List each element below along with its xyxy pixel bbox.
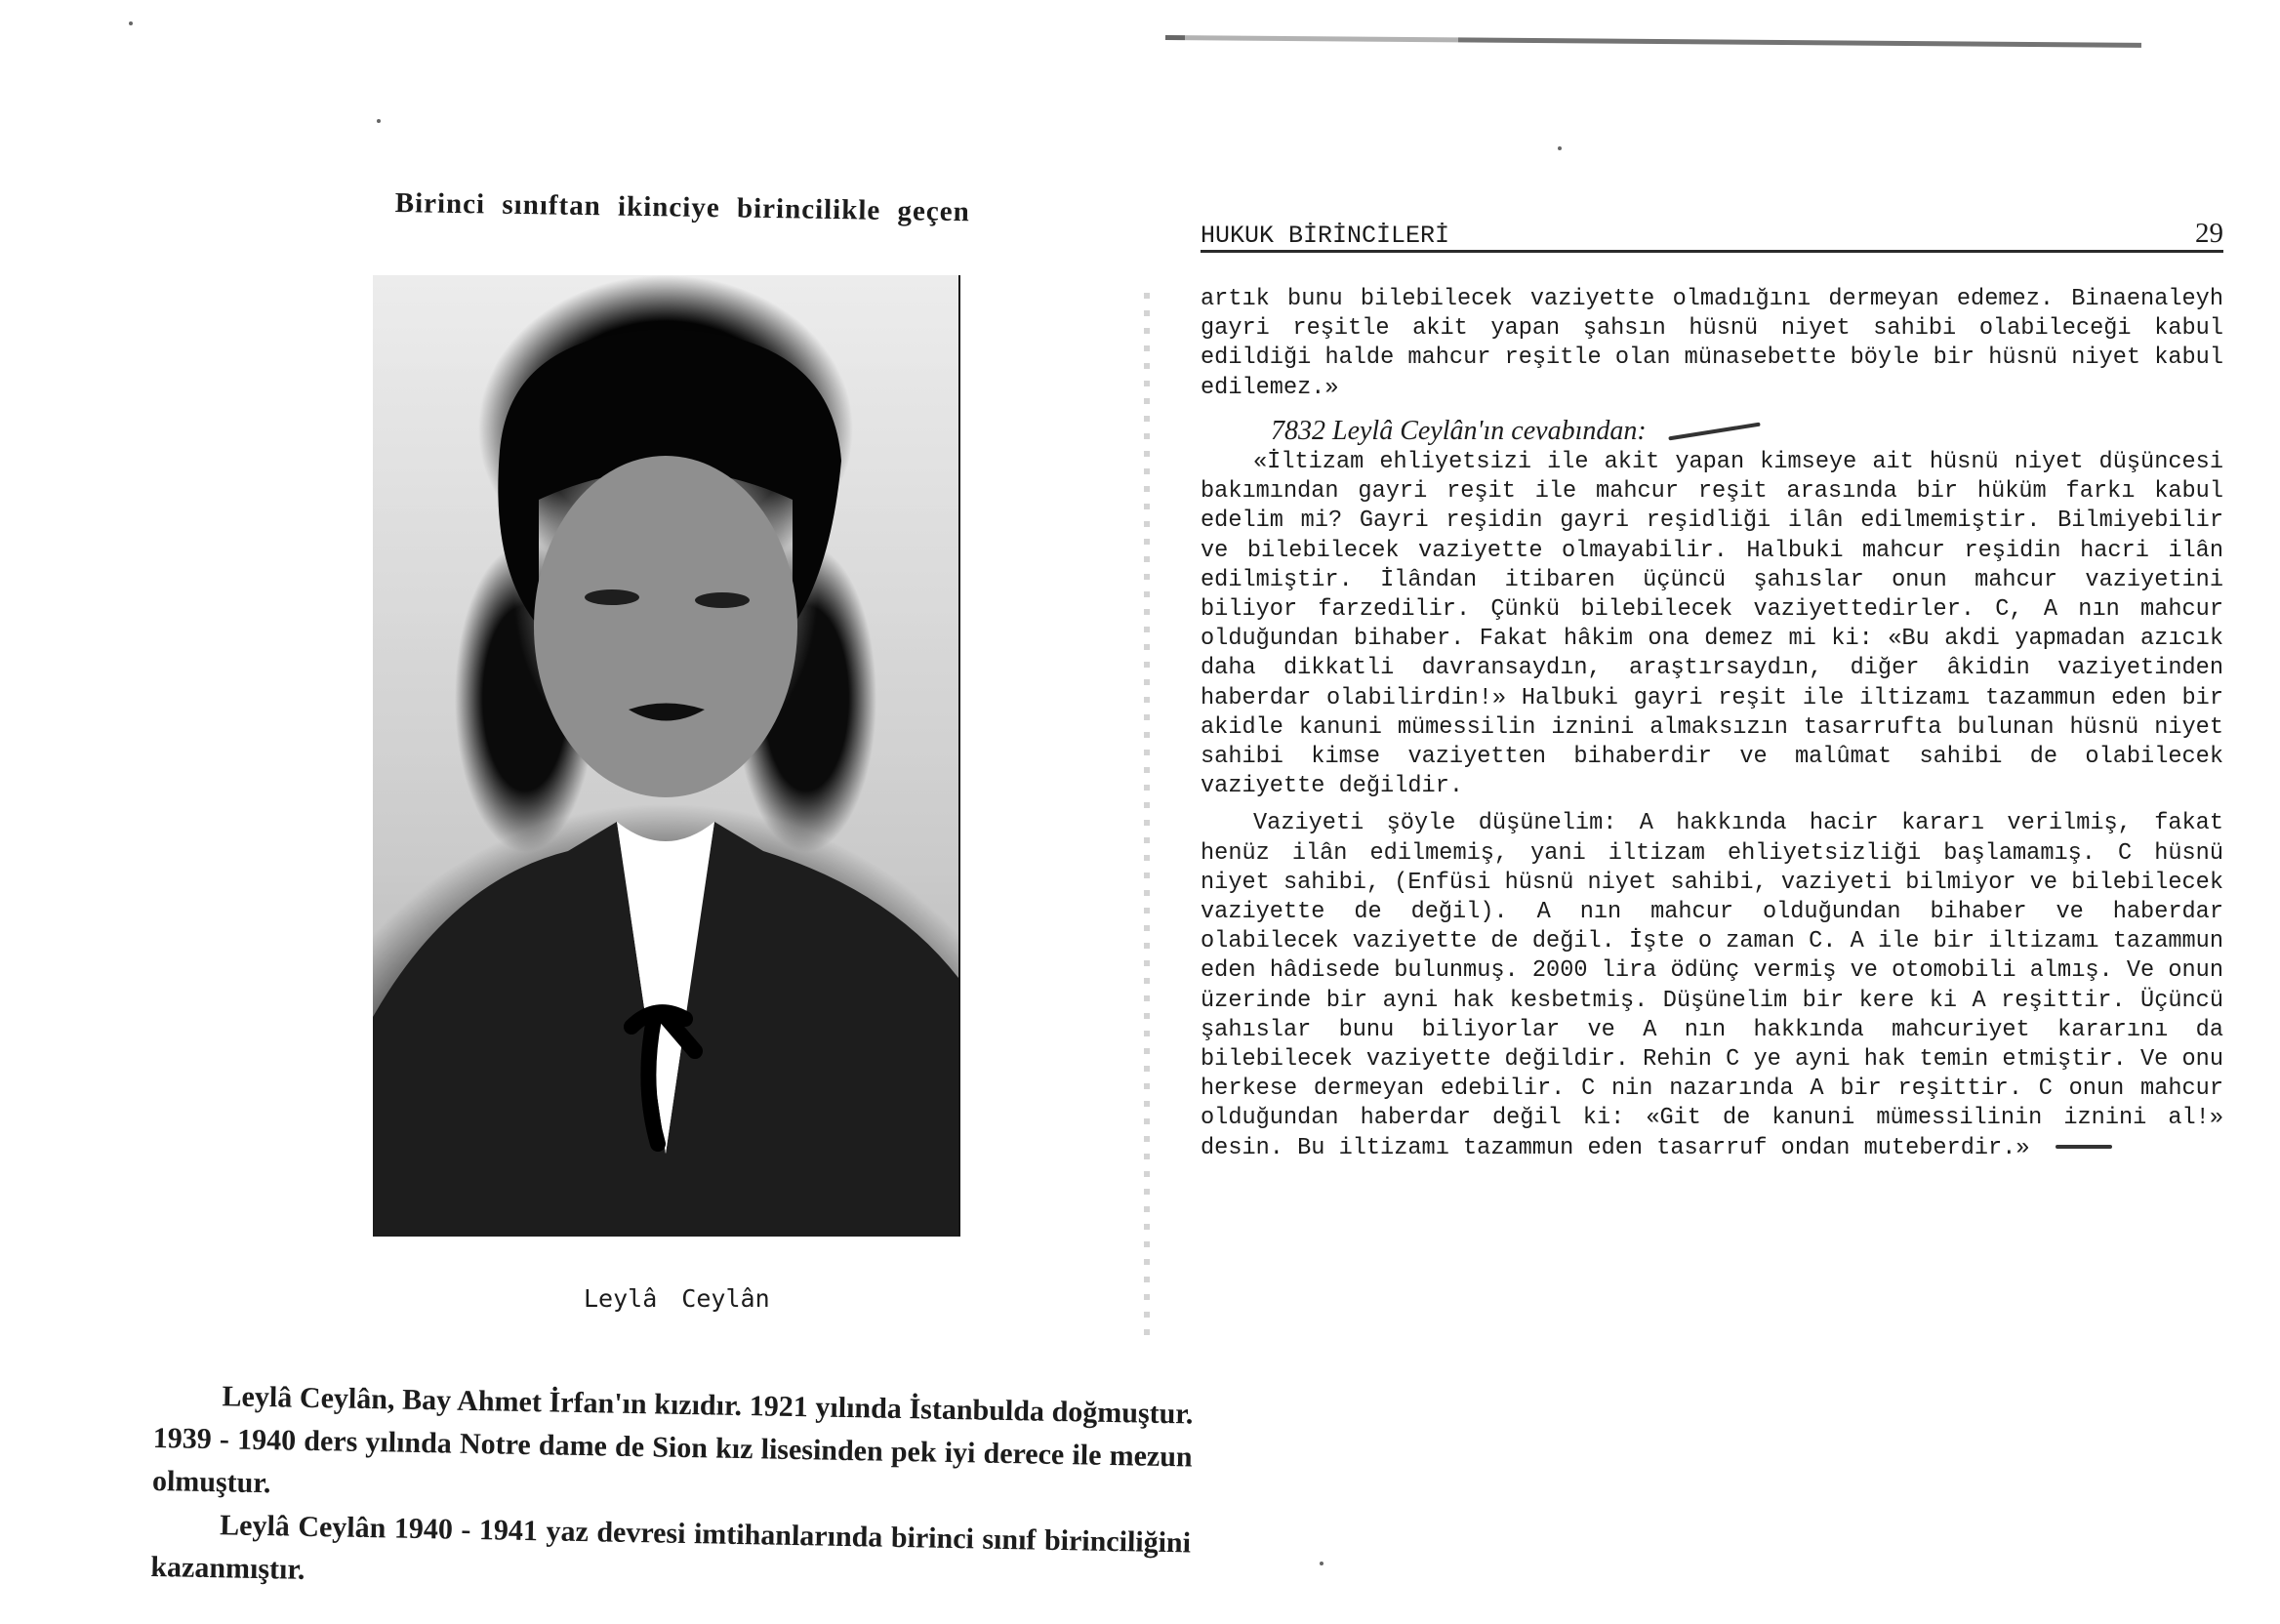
- scan-top-rule: [1165, 35, 2141, 48]
- scan-gutter-shadow: [1144, 293, 1150, 1347]
- scan-speck: [377, 119, 381, 123]
- biography: [150, 1374, 1194, 1607]
- bio-paragraph: Leylâ Ceylân 1940 - 1941 yaz devresi imtihanlarında birinci sınıf birinciliğini kazanmıştır.: [150, 1509, 1192, 1586]
- photo-caption: Leylâ Ceylân: [584, 1284, 770, 1313]
- bio-paragraph: Leylâ Ceylân, Bay Ahmet İrfan'ın kızıdır. 1921 yılında İstanbulda doğmuştur. 1939 - 1940 ders yılında Notre dame de Sion kız lisesinden pek iyi derece ile mezun olmuştur.: [151, 1380, 1194, 1500]
- answer-paragraph-text: Vaziyeti şöyle düşünelim: A hakkında hacir kararı verilmiş, fakat henüz ilân edilmemiş, yani iltizam ehliyetsizliği başlamamış. C hüsnü niyet sahibi, (Enfüsi hüsnü niyet sahibi, vaziyeti bilmiyor ve bilebilecek vaziyette de değil). A nın mahcur olduğundan bihaber ve haberdar olabilecek vaziyette de değil. İşte o zaman C. A ile bir iltizamı tazammun eden hâdisede bulunmuş. 2000 lira ödünç vermiş ve otomobili almış. Ve onun üzerinde bir ayni hak kesbetmiş. Düşünelim bir kere ki A reşittir. Üçüncü şahıslar bunu biliyorlar ve A nın hakkında mahcuriyet kararını da bilebilecek vaziyette değildir. Rehin C ye ayni hak temin etmiştir. Ve onu herkese dermeyan edebilir. C nin nazarında A bir reşittir. C onun mahcur olduğundan haberdar değil ki: «Git de kanuni mümessilinin iznini al!» desin. Bu iltizamı tazammun eden tasarruf ondan muteberdir.»: [1201, 810, 2223, 1161]
- running-head-title: HUKUK BİRİNCİLERİ: [1201, 222, 1450, 250]
- answer-heading-text: 7832 Leylâ Ceylân'ın cevabından:: [1271, 415, 1647, 446]
- running-header: [1201, 213, 2223, 253]
- page-number: 29: [2195, 218, 2223, 249]
- scan-speck: [129, 21, 133, 25]
- portrait-photo: [373, 275, 960, 1237]
- answer-heading: [1201, 417, 2223, 446]
- answer-paragraph: «İltizam ehliyetsizi ile akit yapan kimseye ait hüsnü niyet düşüncesi bakımından gayri reşit ile mahcur reşit arasında bir hüküm farkı kabul edelim mi? Gayri reşidin gayri reşidliği ilân edilmemiştir. Bilmiyebilir ve bilebilecek vaziyette olmayabilir. Halbuki mahcur reşidin hacri ilân edilmiştir. İlândan itibaren üçüncü şahıslar onun mahcur vaziyetini biliyor farzedilir. Çünkü bilebilecek vaziyettedirler. C, A nın mahcur olduğundan bihaber. Fakat hâkim ona demez mi ki: «Bu akdi yapmadan azıcık daha dikkatli davransaydın, araştırsaydın, diğer âkidin vaziyetinden haberdar olabilirdin!» Halbuki gayri reşit ile iltizamı tazammun eden bir akidle kanuni mümessilin iznini almaksızın tasarrufta bulunan hüsnü niyet sahibi kimse vaziyetten bihaberdir ve malûmat sahibi de olabilecek vaziyette değildir.: [1201, 449, 2223, 800]
- body-paragraph: artık bunu bilebilecek vaziyette olmadığını dermeyan edemez. Binaenaleyh gayri reşitle akit yapan şahsın hüsnü niyet sahibi olabileceği kabul edildiği halde mahcur reşitle olan münasebette böyle bir hüsnü niyet kabul edilemez.»: [1201, 286, 2223, 401]
- pen-underline-mark: [1668, 423, 1760, 441]
- scan-speck: [1320, 1562, 1323, 1565]
- page-title: Birinci sınıftan ikinciye birincilikle geçen: [394, 187, 971, 228]
- scan-speck: [1558, 146, 1562, 150]
- body-text: [1201, 285, 2223, 1163]
- portrait-drawing: [373, 275, 958, 1237]
- pen-end-mark: [2056, 1145, 2112, 1149]
- answer-paragraph: [1201, 809, 2223, 1162]
